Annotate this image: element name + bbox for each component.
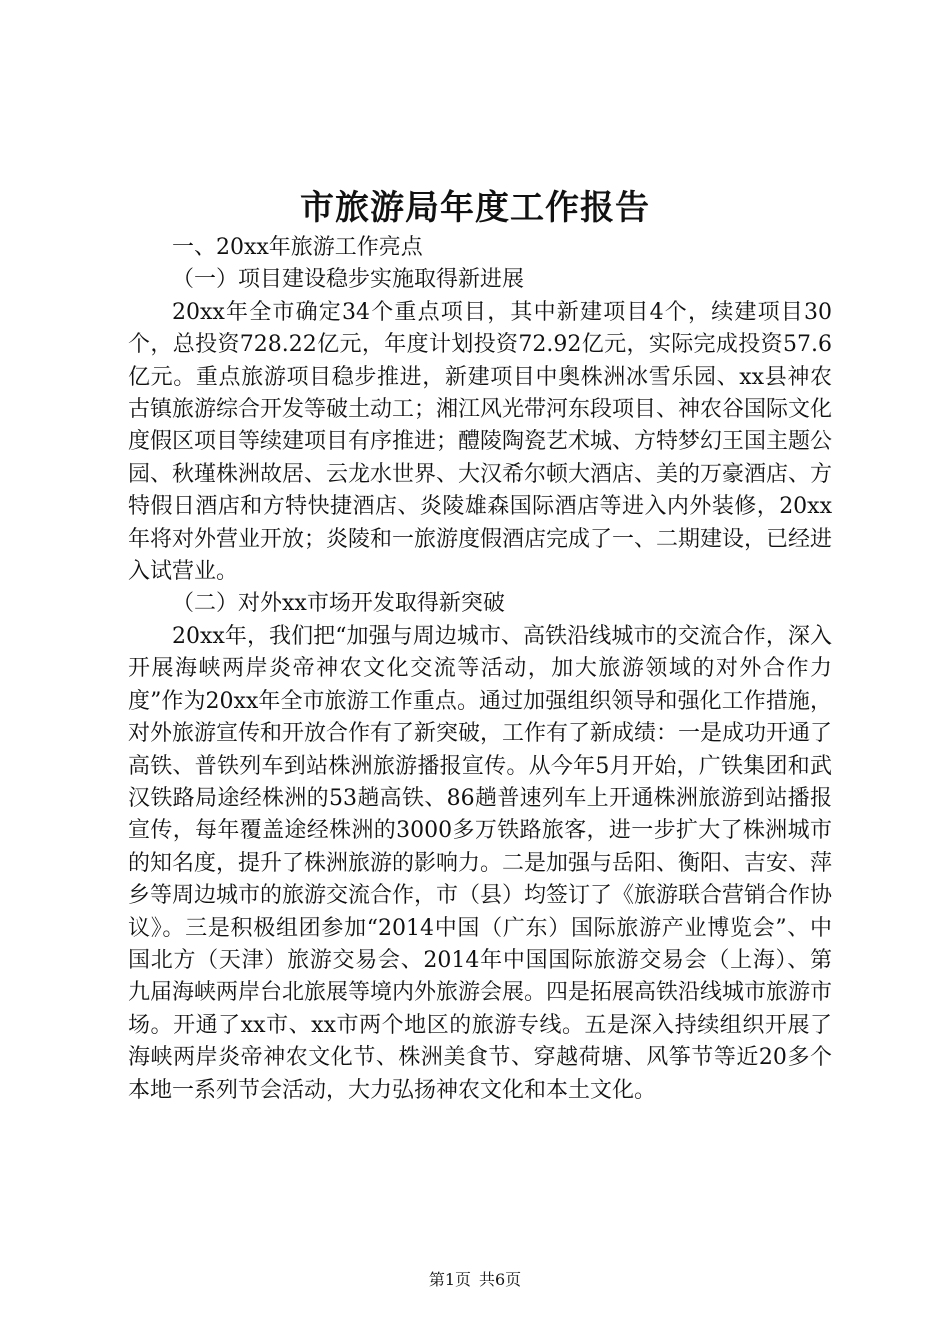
section-heading: 一、20xx年旅游工作亮点 (172, 235, 423, 260)
paragraph-1: 20xx年全市确定34个重点项目，其中新建项目4个，续建项目30个，总投资728.22亿元，年度计划投资72.92亿元，实际完成投资57.6亿元。重点旅游项目稳步推进，新建项目中奥株洲冰雪乐园、xx县神农古镇旅游综合开发等破土动工；湘江风光带河东段项目、神农谷国际文化度假区项目等续建项目有序推进；醴陵陶瓷艺术城、方特梦幻王国主题公园、秋瑾株洲故居、云龙水世界、大汉希尔顿大酒店、美的万豪酒店、方特假日酒店和方特快捷酒店、炎陵雄森国际酒店等进入内外装修，20xx年将对外营业开放；炎陵和一旅游度假酒店完成了一、二期建设，已经进入试营业。 (128, 299, 833, 585)
subsection-heading-1: （一）项目建设稳步实施取得新进展 (172, 267, 525, 293)
paragraph-2: 20xx年，我们把“加强与周边城市、高铁沿线城市的交流合作，深入开展海峡两岸炎帝神农文化交流等活动，加大旅游领域的对外合作力度”作为20xx年全市旅游工作重点。通过加强组织领导和强化工作措施，对外旅游宣传和开放合作有了新突破，工作有了新成绩：一是成功开通了高铁、普铁列车到站株洲旅游播报宣传。从今年5月开始，广铁集团和武汉铁路局途经株洲的53趟高铁、86趟普速列车上开通株洲旅游到站播报宣传，每年覆盖途经株洲的3000多万铁路旅客，进一步扩大了株洲城市的知名度，提升了株洲旅游的影响力。二是加强与岳阳、衡阳、吉安、萍乡等周边城市的旅游交流合作，市（县）均签订了《旅游联合营销合作协议》。三是积极组团参加“2014中国（广东）国际旅游产业博览会”、中国北方（天津）旅游交易会、2014年中国国际旅游交易会（上海）、第九届海峡两岸台北旅展等境内外旅游会展。四是拓展高铁沿线城市旅游市场。开通了xx市、xx市两个地区的旅游专线。五是深入持续组织开展了海峡两岸炎帝神农文化节、株洲美食节、穿越荷塘、风筝节等近20多个本地一系列节会活动，大力弘扬神农文化和本土文化。 (128, 623, 833, 1103)
page-number: 第1页 (428, 1270, 471, 1289)
page-footer (0, 1268, 950, 1292)
document-body (128, 232, 832, 1107)
page-total: 共6页 (479, 1270, 522, 1289)
subsection-heading-2: （二）对外xx市场开发取得新突破 (172, 591, 505, 617)
document-title: 市旅游局年度工作报告 (300, 188, 650, 228)
